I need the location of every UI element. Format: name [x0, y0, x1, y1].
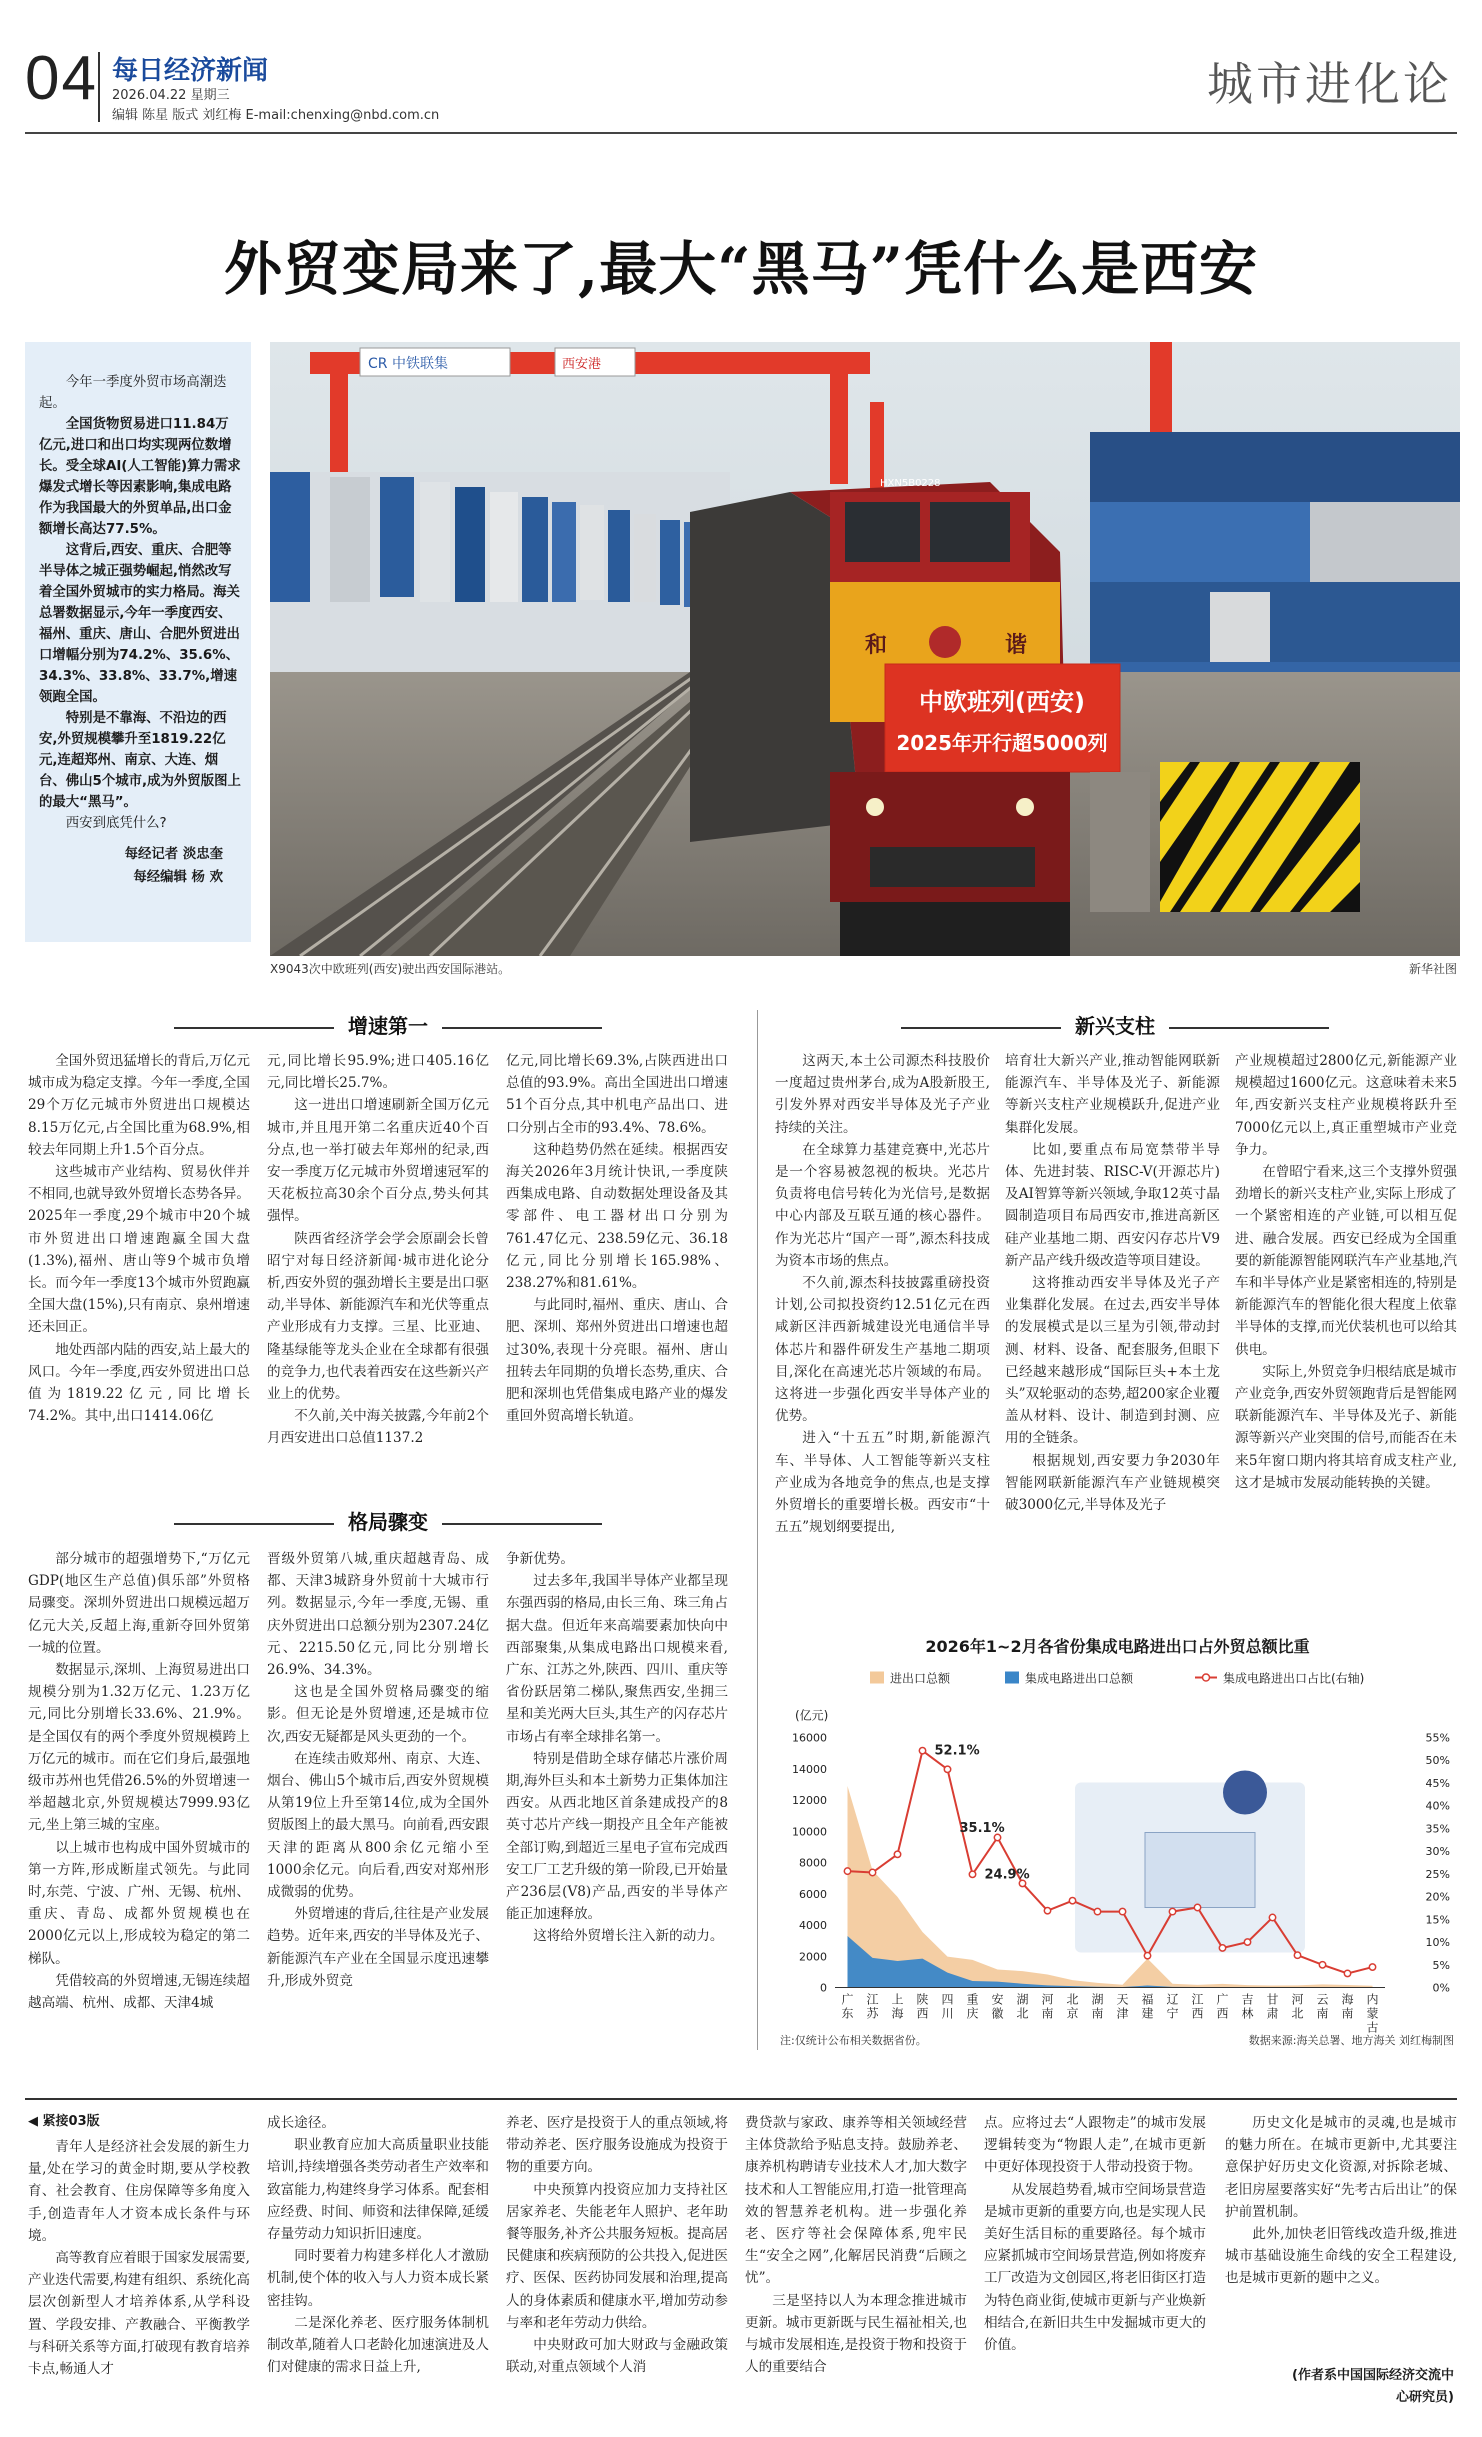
- text-column-1: [28, 1050, 250, 1490]
- ic-share-point: [1169, 1908, 1175, 1914]
- column-divider: [757, 1010, 758, 2050]
- x-tick-label: 古: [1366, 2020, 1379, 2035]
- ic-share-point: [969, 1871, 975, 1877]
- ic-share-point: [1244, 1939, 1250, 1945]
- text-column-2: [267, 1050, 489, 1490]
- x-tick-label: 北: [1016, 2006, 1029, 2021]
- lead-paragraph: 特别是不靠海、不沿边的西安,外贸规模攀升至1819.22亿元,连超郑州、南京、大连、烟台、佛山5个城市,成为外贸版图上的最大“黑马”。: [39, 711, 241, 810]
- y-tick-label: 10000: [792, 1825, 827, 1839]
- x-tick-label: 陕: [916, 1992, 929, 2007]
- ic-share-point: [919, 1747, 925, 1753]
- ic-share-point: [1119, 1908, 1125, 1914]
- x-tick-label: 重: [966, 1992, 979, 2007]
- x-tick-label: 东: [841, 2006, 854, 2021]
- yard-sign: CR 中铁联集: [368, 356, 448, 372]
- paragraph: 青年人是经济社会发展的新生力量,处在学习的黄金时期,要从学校教育、社会教育、住房保障等多角度入手,创造青年人才资本成长条件与环境。: [28, 2139, 250, 2244]
- loco-char-left: 和: [865, 633, 888, 658]
- data-label: 35.1%: [959, 1820, 1005, 1836]
- paragraph: 职业教育应加大高质量职业技能培训,持续增强各类劳动者生产效率和致富能力,构建终身学习体系。配套相应经费、时间、师资和法律保障,延缓存量劳动力知识折旧速度。: [267, 2137, 489, 2243]
- y2-tick-label: 5%: [1432, 1958, 1450, 1972]
- paragraph: 以上城市也构成中国外贸城市的第一方阵,形成断崖式领先。与此同时,东莞、宁波、广州、无锡、杭州、重庆、青岛、成都外贸规模也在2000亿元以上,形成较为稳定的第二梯队。: [28, 1839, 250, 1967]
- y2-tick-label: 35%: [1425, 1822, 1450, 1836]
- paragraph: 费贷款与家政、康养等相关领域经营主体贷款给予贴息支持。鼓励养老、康养机构聘请专业技术人才,加大数字技术和人工智能应用,打造一批管理高效的智慧养老机构。进一步强化养老、医疗等社会保障体系,兜牢民生“安全之网”,化解居民消费“后顾之忧”。: [745, 2115, 967, 2287]
- bottom-rule: [25, 2098, 1457, 2100]
- x-tick-label: 西: [1216, 2006, 1229, 2021]
- section-heading-growth: 增速第一: [28, 1010, 748, 1039]
- y-tick-label: 6000: [799, 1887, 827, 1901]
- photo-caption: X9043次中欧班列(西安)驶出西安国际港站。: [270, 962, 511, 976]
- x-tick-label: 徽: [991, 2006, 1004, 2021]
- chart-title: 2026年1~2月各省份集成电路进出口占外贸总额比重: [925, 1637, 1310, 1656]
- x-tick-label: 吉: [1241, 1992, 1254, 2007]
- ic-share-point: [1294, 1952, 1300, 1958]
- yard-sign-2: 西安港: [562, 357, 602, 372]
- ic-share-point: [844, 1868, 850, 1874]
- x-tick-label: 内: [1366, 1992, 1379, 2007]
- legend-swatch: [1005, 1672, 1019, 1684]
- y2-tick-label: 20%: [1425, 1890, 1450, 1904]
- bottom-column-6: [1225, 2112, 1457, 2362]
- ic-share-point: [869, 1869, 875, 1875]
- banner-line-2: 2025年开行超5000列: [896, 731, 1108, 755]
- x-tick-label: 海: [1341, 1992, 1354, 2007]
- text-column-9: [1235, 1050, 1457, 1620]
- y2-tick-label: 55%: [1425, 1731, 1450, 1745]
- train-photo-illustration: [270, 342, 1460, 956]
- paragraph: 这将给外贸增长注入新的动力。: [533, 1928, 724, 1945]
- newspaper-brand: 每日经济新闻: [112, 56, 269, 86]
- paragraph: 这种趋势仍然在延续。根据西安海关2026年3月统计快讯,一季度陕西集成电路、自动数据处理设备及其零部件、电工器材出口分别为761.47亿元、238.59亿元、36.18亿元,同比分别增长165.98%、238.27%和81.61%。: [506, 1141, 728, 1292]
- paragraph: 在曾昭宁看来,这三个支撑外贸强劲增长的新兴支柱产业,实际上形成了一个紧密相连的产业链,可以相互促进、融合发展。西安已经成为全国重要的新能源智能网联汽车产业基地,汽车和半导体产业是紧密相连的,特别是新能源汽车的智能化很大程度上依靠半导体的支撑,而光伏装机也可以给其供电。: [1235, 1164, 1457, 1358]
- paragraph: 这一进出口增速刷新全国万亿元城市,并且甩开第二名重庆近40个百分点,也一举打破去年郑州的纪录,西安一季度万亿元城市外贸增速冠军的天花板拉高30余个百分点,势头何其强悍。: [267, 1097, 489, 1225]
- paragraph: 不久前,关中海关披露,今年前2个月西安进出口总值1137.2: [267, 1408, 489, 1447]
- paragraph: 在全球算力基建竞赛中,光芯片是一个容易被忽视的板块。光芯片负责将电信号转化为光信号,是数据中心内部及互联互通的核心器件。作为光芯片“国产一哥”,源杰科技成为资本市场的焦点。: [775, 1141, 990, 1269]
- author-note-line: 心研究员): [1396, 2390, 1454, 2405]
- y-tick-label: 14000: [792, 1762, 827, 1776]
- text-column-4: [28, 1548, 250, 2048]
- paragraph: 这也是全国外贸格局骤变的缩影。但无论是外贸增速,还是城市位次,西安无疑都是风头更劲的一个。: [267, 1684, 489, 1745]
- x-tick-label: 京: [1066, 2006, 1079, 2021]
- paragraph: 从发展趋势看,城市空间场景营造是城市更新的重要方向,也是实现人民美好生活目标的重要路径。每个城市应紧抓城市空间场景营造,例如将废弃工厂改造为文创园区,将老旧街区打造为特色商业街,使城市更新与产业焕新相结合,在新旧共生中发掘城市更大的价值。: [984, 2181, 1206, 2354]
- x-tick-label: 川: [941, 2006, 954, 2021]
- paragraph: 高等教育应着眼于国家发展需要,产业迭代需要,构建有组织、系统化高层次创新型人才培养体系,从学科设置、学段安排、产教融合、平衡教学与科研关系等方面,打破现有教育培养卡点,畅通人才: [28, 2250, 250, 2378]
- paragraph: 全国外贸迅猛增长的背后,万亿元城市成为稳定支撑。今年一季度,全国29个万亿元城市外贸进出口规模达8.15万亿元,占全国比重为68.9%,相较去年同期上升1.5个百分点。: [28, 1053, 250, 1158]
- x-tick-label: 西: [1191, 2006, 1204, 2021]
- ic-share-point: [1144, 1952, 1150, 1958]
- bottom-column-3: [506, 2112, 728, 2437]
- y-axis-label: (亿元): [795, 1708, 829, 1723]
- paragraph: 数据显示,深圳、上海贸易进出口规模分别为1.32万亿元、1.23万亿元,同比分别增长33.6%、21.9%。是全国仅有的两个季度外贸规模跨上万亿元的城市。而在它们身后,最强地级市苏州也凭借26.5%的外贸增速一举超越北京,外贸规模达7999.93亿元,坐上第三城的宝座。: [28, 1662, 250, 1834]
- paragraph: 外贸增速的背后,往往是产业发展趋势。近年来,西安的半导体及光子、新能源汽车产业在全国显示度迅速攀升,形成外贸竞: [267, 1906, 489, 1989]
- paragraph: 成长途径。: [267, 2115, 335, 2131]
- y2-tick-label: 30%: [1425, 1845, 1450, 1859]
- y2-tick-label: 0%: [1432, 1981, 1450, 1995]
- x-tick-label: 湖: [1016, 1992, 1029, 2007]
- ic-share-point: [1369, 1964, 1375, 1970]
- y2-tick-label: 50%: [1425, 1754, 1450, 1768]
- x-tick-label: 南: [1341, 2006, 1354, 2021]
- ic-share-point: [944, 1766, 950, 1772]
- ic-trade-chart: [775, 1635, 1460, 2050]
- legend-marker: [1203, 1674, 1210, 1681]
- x-tick-label: 甘: [1266, 1992, 1279, 2007]
- y-tick-label: 2000: [799, 1950, 827, 1964]
- loco-char-right: 谐: [1005, 633, 1028, 658]
- paragraph: 部分城市的超强增势下,“万亿元GDP(地区生产总值)俱乐部”外贸格局骤变。深圳外贸进出口规模远超万亿元大关,反超上海,重新夺回外贸第一城的位置。: [28, 1551, 250, 1656]
- x-tick-label: 林: [1241, 2006, 1254, 2021]
- paragraph: 与此同时,福州、重庆、唐山、合肥、深圳、郑州外贸进出口增速也超过30%,表现十分亮眼。福州、唐山扭转去年同期的负增长态势,重庆、合肥和深圳也凭借集成电路产业的爆发重回外贸高增长轨道。: [506, 1297, 728, 1425]
- x-tick-label: 南: [1316, 2006, 1329, 2021]
- paragraph: 中央预算内投资应加力支持社区居家养老、失能老年人照护、老年助餐等服务,补齐公共服务短板。提高居民健康和疾病预防的公共投入,促进医疗、医保、医药协同发展和治理,提高人的身体素质和健康水平,增加劳动参与率和老年劳动力供给。: [506, 2181, 728, 2331]
- x-tick-label: 建: [1141, 2006, 1154, 2021]
- x-tick-label: 南: [1041, 2006, 1054, 2021]
- chart-source: 数据来源:海关总署、地方海关 刘红梅制图: [1248, 2034, 1454, 2047]
- x-tick-label: 云: [1316, 1992, 1329, 2007]
- x-tick-label: 河: [1041, 1992, 1054, 2007]
- x-tick-label: 安: [991, 1992, 1004, 2007]
- y2-tick-label: 10%: [1425, 1936, 1450, 1950]
- paragraph: 实际上,外贸竞争归根结底是城市产业竞争,西安外贸领跑背后是智能网联新能源汽车、半导体及光子、新能源等新兴产业突围的信号,而能否在未来5年窗口期内将其培育成支柱产业,这才是城市发展动能转换的关键。: [1235, 1363, 1457, 1491]
- text-column-7: [775, 1050, 990, 1620]
- paragraph: 历史文化是城市的灵魂,也是城市的魅力所在。在城市更新中,尤其要注意保护好历史文化资源,对拆除老城、老旧房屋要落实好“先考古后出让”的保护前置机制。: [1225, 2115, 1457, 2220]
- x-tick-label: 宁: [1166, 2006, 1179, 2021]
- data-label: 24.9%: [984, 1867, 1030, 1883]
- worker-icon: [1223, 1771, 1267, 1815]
- lead-summary-box: [25, 342, 251, 942]
- photo-credit: 新华社图: [1408, 962, 1457, 976]
- paragraph: 凭借较高的外贸增速,无锡连续超越高端、杭州、成都、天津4城: [28, 1972, 250, 2012]
- paragraph: 同时要着力构建多样化人才激励机制,使个体的收入与人力资本成长紧密挂钩。: [267, 2248, 489, 2309]
- x-tick-label: 苏: [866, 2006, 879, 2021]
- paragraph: 点。应将过去“人跟物走”的城市发展逻辑转变为“物跟人走”,在城市更新中更好体现投资于人带动投资于物。: [984, 2115, 1206, 2176]
- paragraph: 养老、医疗是投资于人的重点领域,将带动养老、医疗服务设施成为投资于物的重要方向。: [506, 2115, 728, 2176]
- x-tick-label: 庆: [966, 2006, 979, 2021]
- paragraph: 根据规划,西安要力争2030年智能网联新能源汽车产业链规模突破3000亿元,半导体及光子: [1005, 1452, 1220, 1514]
- x-tick-label: 湖: [1091, 1992, 1104, 2007]
- bottom-column-4: [745, 2112, 967, 2437]
- x-tick-label: 广: [1216, 1992, 1229, 2007]
- paragraph: 元,同比增长95.9%;进口405.16亿元,同比增长25.7%。: [267, 1053, 489, 1092]
- lead-paragraph: 这背后,西安、重庆、合肥等半导体之城正强势崛起,悄然改写着全国外贸城市的实力格局。海关总署数据显示,今年一季度西安、福州、重庆、唐山、合肥外贸进出口增幅分别为74.2%、35.6%、34.3%、33.8%、33.7%,增速领跑全国。: [39, 543, 240, 705]
- x-tick-label: 南: [1091, 2006, 1104, 2021]
- paragraph: 陕西省经济学会学会原副会长曾昭宁对每日经济新闻·城市进化论分析,西安外贸的强劲增长主要是出口驱动,半导体、新能源汽车和光伏等重点产业形成有力支撑。三星、比亚迪、隆基绿能等龙头企业在全球都有很强的竞争力,也代表着西安在这些新兴产业上的优势。: [267, 1230, 489, 1403]
- x-tick-label: 天: [1116, 1992, 1129, 2007]
- ic-share-point: [1269, 1914, 1275, 1920]
- paragraph: 争新优势。: [506, 1551, 574, 1567]
- paragraph: 中央财政可加大财政与金融政策联动,对重点领域个人消: [506, 2337, 728, 2376]
- y-tick-label: 16000: [792, 1731, 827, 1745]
- ic-share-point: [1319, 1962, 1325, 1968]
- y2-tick-label: 45%: [1425, 1776, 1450, 1790]
- y2-tick-label: 25%: [1425, 1867, 1450, 1881]
- issue-date: 2026.04.22 星期三: [112, 88, 230, 103]
- lead-paragraph: 全国货物贸易进口11.84万亿元,进口和出口均实现两位数增长。受全球AI(人工智能)算力需求爆发式增长等因素影响,集成电路作为我国最大的外贸单品,出口金额增长高达77.5%。: [39, 417, 241, 537]
- paragraph: 产业规模超过2800亿元,新能源产业规模超过1600亿元。这意味着未来5年,西安新兴支柱产业规模将跃升至7000亿元以上,真正重塑城市产业竞争力。: [1235, 1053, 1457, 1158]
- ic-share-point: [1069, 1897, 1075, 1903]
- paragraph: 地处西部内陆的西安,站上最大的风口。今年一季度,西安外贸进出口总值为1819.22亿元,同比增长74.2%。其中,出口1414.06亿: [28, 1341, 250, 1425]
- y2-tick-label: 40%: [1425, 1799, 1450, 1813]
- author-note: [1254, 2365, 1454, 2409]
- legend-label: 集成电路进出口总额: [1025, 1671, 1134, 1686]
- x-tick-label: 肃: [1266, 2006, 1279, 2021]
- ic-share-point: [1044, 1907, 1050, 1913]
- article-headline: 外贸变局来了,最大“黑马”凭什么是西安: [224, 235, 1258, 303]
- x-tick-label: 福: [1141, 1992, 1154, 2007]
- section-heading-pillars: 新兴支柱: [770, 1010, 1460, 1039]
- x-tick-label: 江: [866, 1992, 879, 2007]
- legend-label: 集成电路进出口占比(右轴): [1223, 1671, 1365, 1686]
- paragraph: 过去多年,我国半导体产业都呈现东强西弱的格局,由长三角、珠三角占据大盘。但近年来高端要素加快向中西部聚集,从集成电路出口规模来看,广东、江苏之外,陕西、四川、重庆等省份跃居第二梯队,聚焦西安,坐拥三星和美光两大巨头,其生产的闪存芯片市场占有率全球排名第一。: [506, 1573, 728, 1745]
- ic-share-point: [1344, 1970, 1350, 1976]
- legend-label: 进出口总额: [890, 1671, 951, 1686]
- paragraph: 亿元,同比增长69.3%,占陕西进出口总值的93.9%。高出全国进出口增速51个百分点,其中机电产品出口、进口分别占全市的93.4%、78.6%。: [506, 1053, 728, 1136]
- paragraph: 三是坚持以人为本理念推进城市更新。城市更新既与民生福祉相关,也与城市发展相连,是投资于物和投资于人的重要结合: [745, 2292, 967, 2376]
- train-photo: [270, 342, 1460, 956]
- x-tick-label: 北: [1066, 1992, 1079, 2007]
- paragraph: 这将推动西安半导体及光子产业集群化发展。在过去,西安半导体的发展模式是以三星为引领,带动封测、材料、设备、配套服务,但眼下已经越来越形成“国际巨头+本土龙头”双轮驱动的态势,超200家企业覆盖从材料、设计、制造到封测、应用的全链条。: [1005, 1275, 1220, 1447]
- ic-share-point: [894, 1851, 900, 1857]
- ic-share-point: [1094, 1908, 1100, 1914]
- x-tick-label: 上: [891, 1992, 904, 2007]
- reporter-byline: 每经记者 淡忠奎: [124, 847, 223, 862]
- x-tick-label: 广: [841, 1992, 854, 2007]
- text-column-8: [1005, 1050, 1220, 1620]
- paragraph: 这两天,本土公司源杰科技股价一度超过贵州茅台,成为A股新股王,引发外界对西安半导体及光子产业持续的关注。: [775, 1053, 990, 1136]
- data-label: 52.1%: [934, 1743, 980, 1759]
- text-column-5: [267, 1548, 489, 2048]
- y-tick-label: 12000: [792, 1794, 827, 1807]
- ic-share-point: [1219, 1945, 1225, 1951]
- x-tick-label: 北: [1291, 2006, 1304, 2021]
- x-tick-label: 江: [1191, 1992, 1204, 2007]
- x-tick-label: 海: [891, 2006, 904, 2021]
- x-tick-label: 辽: [1166, 1992, 1179, 2007]
- header-rule: [25, 132, 1457, 134]
- bottom-column-5: [984, 2112, 1206, 2437]
- paragraph: 培育壮大新兴产业,推动智能网联新能源汽车、半导体及光子、新能源等新兴支柱产业规模跃升,促进产业集群化发展。: [1005, 1053, 1220, 1136]
- loco-number: HXN5B0228: [880, 478, 941, 489]
- y2-tick-label: 15%: [1425, 1913, 1450, 1927]
- paragraph: 这些城市产业结构、贸易伙伴并不相同,也就导致外贸增长态势各异。2025年一季度,29个城市中20个城市外贸进出口增速跑赢全国大盘(1.3%),福州、唐山等9个城市负增长。而今年一季度13个城市外贸跑赢全国大盘(15%),只有南京、泉州增速还未回正。: [28, 1164, 250, 1336]
- section-title: 城市进化论: [1207, 57, 1452, 111]
- lead-paragraph: 今年一季度外贸市场高潮迭起。: [39, 375, 227, 411]
- x-tick-label: 津: [1116, 2006, 1129, 2021]
- author-note-line: (作者系中国国际经济交流中: [1292, 2368, 1454, 2383]
- section-heading-pattern: 格局骤变: [28, 1506, 748, 1535]
- x-tick-label: 河: [1291, 1992, 1304, 2007]
- paragraph: 在连续击败郑州、南京、大连、烟台、佛山5个城市后,西安外贸规模从第19位上升至第14位,成为全国外贸版图上的最大黑马。向前看,西安跟天津的距离从800余亿元缩小至1000余亿元。向后看,西安对郑州形成微弱的优势。: [267, 1750, 489, 1901]
- paragraph: 特别是借助全球存储芯片涨价周期,海外巨头和本土新势力正集体加注西安。从西北地区首条建成投产的8英寸芯片产线一期投产且全年产能被全部订购,到超近三星电子宣布完成西安工厂工艺升级的第一阶段,已开始量产236层(V8)产品,西安的半导体产能正加速释放。: [506, 1750, 728, 1923]
- paragraph: 不久前,源杰科技披露重磅投资计划,公司拟投资约12.51亿元在西咸新区沣西新城建设光电通信半导体芯片和器件研发生产基地二期项目,深化在高速光芯片领域的布局。这将进一步强化西安半导体产业的优势。: [775, 1275, 990, 1425]
- chart-note: 注:仅统计公布相关数据省份。: [780, 2034, 927, 2047]
- y-tick-label: 4000: [799, 1919, 827, 1932]
- banner-line-1: 中欧班列(西安): [919, 688, 1085, 716]
- text-column-3: [506, 1050, 728, 1490]
- header-divider: [98, 52, 100, 122]
- paragraph: 晋级外贸第八城,重庆超越青岛、成都、天津3城跻身外贸前十大城市行列。数据显示,今年一季度,无锡、重庆外贸进出口总额分别为2307.24亿元、2215.50亿元,同比分别增长26.9%、34.3%。: [267, 1551, 489, 1679]
- x-tick-label: 西: [916, 2006, 929, 2021]
- text-column-6: [506, 1548, 728, 2048]
- x-tick-label: 四: [941, 1992, 954, 2007]
- legend-swatch: [870, 1672, 884, 1684]
- paragraph: 比如,要重点布局宽禁带半导体、先进封装、RISC-V(开源芯片)及AI智算等新兴领域,争取12英寸晶圆制造项目布局西安市,推进高新区硅产业基地二期、西安闪存芯片V9新产品产线升级改造等项目建设。: [1005, 1141, 1220, 1269]
- y-tick-label: 8000: [799, 1856, 827, 1870]
- ic-share-point: [1194, 1904, 1200, 1910]
- bottom-column-1: [28, 2136, 250, 2436]
- continued-marker: ◀ 紧接03版: [28, 2114, 100, 2129]
- y-tick-label: 0: [820, 1981, 827, 1995]
- x-tick-label: 蒙: [1366, 2006, 1379, 2021]
- bottom-column-2: [267, 2112, 489, 2437]
- paragraph: 进入“十五五”时期,新能源汽车、半导体、人工智能等新兴支柱产业成为各地竞争的焦点,也是支撑外贸增长的重要增长极。西安市“十五五”规划纲要提出,: [775, 1430, 990, 1536]
- lead-paragraph: 西安到底凭什么?: [65, 816, 167, 831]
- paragraph: 此外,加快老旧管线改造升级,推进城市基础设施生命线的安全工程建设,也是城市更新的题中之义。: [1225, 2226, 1457, 2287]
- page-number: 04: [25, 44, 98, 113]
- editor-byline: 每经编辑 杨 欢: [133, 870, 223, 885]
- paragraph: 二是深化养老、医疗服务体制机制改革,随着人口老龄化加速演进及人们对健康的需求日益上升,: [267, 2314, 489, 2376]
- editor-line: 编辑 陈星 版式 刘红梅 E-mail:chenxing@nbd.com.cn: [112, 108, 440, 123]
- chip-icon: [1145, 1833, 1255, 1908]
